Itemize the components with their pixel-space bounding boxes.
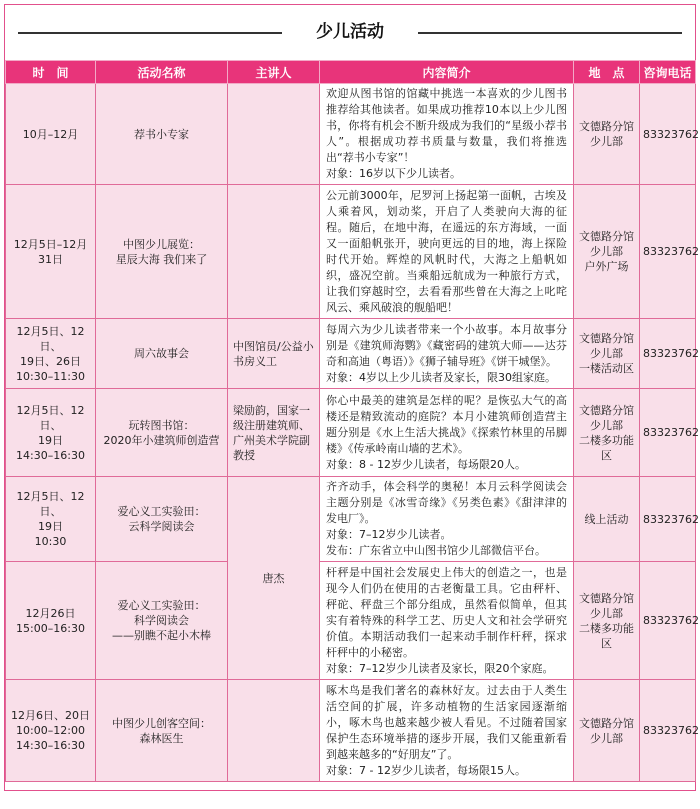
content-text: 齐齐动手，体会科学的奥秘！本月云科学阅读会主题分别是《冰雪奇缘》《另类色素》《甜津津的发电厂》。	[326, 480, 567, 525]
time-line: 19日	[38, 520, 63, 533]
name-line: 周六故事会	[134, 347, 189, 360]
header-phone: 咨询电话	[640, 61, 696, 84]
location-line: 文德路分馆	[579, 230, 634, 243]
time-line: 14:30–16:30	[16, 739, 85, 752]
time-line: 12月5日、12日、	[16, 324, 85, 353]
name-line: 云科学阅读会	[128, 520, 195, 533]
time-cell	[6, 477, 96, 562]
location-line: 文德路分馆	[579, 403, 634, 417]
time-line: 15:00–16:30	[16, 621, 85, 635]
speaker-cell: 唐杰	[228, 477, 320, 680]
header-row	[6, 61, 696, 84]
content-cell	[320, 680, 574, 782]
audience-text: 对象：4岁以上少儿读者及家长，限30组家庭。	[326, 370, 556, 384]
table-row	[6, 185, 696, 319]
name-cell	[96, 389, 228, 477]
audience-text: 对象：7–12岁少儿读者。	[326, 528, 452, 541]
name-line: 玩转图书馆：	[128, 418, 195, 432]
location-line: 少儿部	[590, 606, 623, 620]
content-text: 每周六为少儿读者带来一个小故事。本月故事分别是《建筑师海鹦》《藏密码的建筑大师——达芬奇和高迪（粤语）》《狮子辅导班》《饼干城堡》。	[326, 322, 567, 368]
content-cell	[320, 319, 574, 389]
activity-table	[5, 60, 699, 782]
name-line: 2020年小建筑师创造营	[103, 433, 220, 447]
title-bar	[4, 4, 696, 60]
table-row	[6, 562, 696, 680]
publish-text: 发布：广东省立中山图书馆少儿部微信平台。	[326, 544, 546, 557]
name-line: 科学阅读会	[134, 614, 189, 627]
time-line: 19日、26日	[20, 354, 81, 368]
location-line: 少儿部	[590, 245, 623, 258]
location-line: 文德路分馆	[579, 332, 634, 345]
time-line: 14:30–16:30	[16, 448, 85, 462]
location-line: 一楼活动区	[579, 362, 634, 375]
time-line: 19日	[38, 433, 63, 447]
content-text: 公元前3000年，尼罗河上扬起第一面帆，古埃及人乘着风，划动桨，开启了人类驶向大海的征程。随后，在地中海，在遥远的东方海域，一面又一面船帆张开，驶向更远的目的地，海上探险时代开始。辉煌的风帆时代，大海之上船帆如织，盛况空前。当乘船远航成为一种旅行方式，让我们穿越时空，去看看那些曾在大海之上叱咤风云、乘风破浪的舰船吧！	[326, 188, 567, 314]
page-title: 少儿活动	[316, 22, 384, 42]
location-cell	[574, 319, 640, 389]
speaker-cell	[228, 680, 320, 782]
location-line: 二楼多功能区	[579, 621, 634, 650]
location-line: 二楼多功能区	[579, 433, 634, 462]
header-speaker: 主讲人	[228, 61, 320, 84]
header-time: 时 间	[6, 61, 96, 84]
location-line: 少儿部	[590, 418, 623, 432]
phone-cell: 83323762	[640, 185, 696, 319]
audience-text: 对象：8 - 12岁少儿读者，每场限20人。	[326, 457, 526, 471]
content-cell	[320, 477, 574, 562]
phone-cell: 83323762	[640, 389, 696, 477]
content-cell	[320, 389, 574, 477]
name-cell	[96, 319, 228, 389]
name-cell	[96, 680, 228, 782]
name-line: 星辰大海 我们来了	[115, 252, 208, 266]
location-line: 线上活动	[584, 512, 629, 526]
name-line: 中图少儿展览：	[123, 237, 200, 251]
phone-cell: 83323762	[640, 477, 696, 562]
table-row	[6, 680, 696, 782]
location-cell	[574, 389, 640, 477]
time-line: 12月6日、20日	[11, 709, 90, 722]
location-cell	[574, 562, 640, 680]
audience-text: 对象：7 - 12岁少儿读者，每场限15人。	[326, 763, 526, 777]
location-cell	[574, 185, 640, 319]
speaker-cell	[228, 185, 320, 319]
location-line: 文德路分馆	[579, 716, 634, 730]
time-line: 12月5日–12月31日	[13, 237, 88, 266]
location-line: 文德路分馆	[579, 120, 634, 133]
content-cell	[320, 185, 574, 319]
phone-cell: 83323762	[640, 680, 696, 782]
name-line: 荐书小专家	[134, 127, 189, 141]
name-line: 爱心义工实验田：	[117, 505, 206, 518]
time-cell	[6, 319, 96, 389]
table-row	[6, 319, 696, 389]
phone-cell: 83323762	[640, 562, 696, 680]
location-cell	[574, 84, 640, 185]
name-line: 爱心义工实验田：	[117, 599, 206, 612]
header-content: 内容简介	[320, 61, 574, 84]
time-line: 10月–12月	[22, 127, 79, 141]
table-row	[6, 389, 696, 477]
name-cell	[96, 185, 228, 319]
location-line: 户外广场	[584, 260, 629, 273]
content-text: 欢迎从图书馆的馆藏中挑选一本喜欢的少儿图书推荐给其他读者。如果成功推荐10本以上少儿图书，你将有机会不断升级成为我们的“星级小荐书人”。根据成功荐书质量与数量，我们将推选出“荐书小专家”！	[326, 87, 567, 164]
location-line: 文德路分馆	[579, 591, 634, 605]
speaker-cell: 梁励韵，国家一级注册建筑师、广州美术学院副教授	[228, 389, 320, 477]
location-line: 少儿部	[590, 731, 623, 745]
phone-cell: 83323762	[640, 319, 696, 389]
name-line: 中图少儿创客空间：	[112, 716, 211, 730]
time-cell	[6, 389, 96, 477]
time-cell	[6, 84, 96, 185]
title-rule-right	[418, 32, 682, 34]
name-line: 森林医生	[139, 731, 184, 745]
location-line: 少儿部	[590, 347, 623, 360]
name-line: ——别瞧不起小木棒	[112, 629, 211, 642]
content-cell	[320, 84, 574, 185]
speaker-cell: 中图馆员/公益小书房义工	[228, 319, 320, 389]
time-cell	[6, 185, 96, 319]
audience-text: 对象：7–12岁少儿读者及家长，限20个家庭。	[326, 661, 554, 675]
content-cell	[320, 562, 574, 680]
location-cell	[574, 680, 640, 782]
time-line: 12月5日、12日、	[16, 403, 85, 432]
time-cell	[6, 680, 96, 782]
header-name: 活动名称	[96, 61, 228, 84]
content-text: 啄木鸟是我们著名的森林好友。过去由于人类生活空间的扩展，许多动植物的生活家园逐渐缩小，啄木鸟也越来越少被人看见。不过随着国家保护生态环境举措的逐步开展，我们又能重新看到越来越多的“好朋友”了。	[326, 683, 567, 761]
name-cell	[96, 477, 228, 562]
location-line: 少儿部	[590, 135, 623, 148]
audience-text: 对象：16岁以下少儿读者。	[326, 167, 461, 180]
time-line: 10:30	[34, 535, 67, 548]
header-location: 地 点	[574, 61, 640, 84]
content-text: 你心中最美的建筑是怎样的呢？是恢弘大气的高楼还是精致流动的庭院？本月小建筑师创造营主题分别是《水上生活大挑战》《探索竹林里的吊脚楼》《传承岭南山墙的艺术》。	[326, 393, 567, 455]
table-row	[6, 477, 696, 562]
time-cell	[6, 562, 96, 680]
location-cell	[574, 477, 640, 562]
name-cell	[96, 562, 228, 680]
time-line: 10:30–11:30	[16, 369, 85, 383]
name-cell	[96, 84, 228, 185]
time-line: 12月5日、12日、	[16, 490, 85, 518]
time-line: 12月26日	[25, 606, 76, 620]
phone-cell: 83323762	[640, 84, 696, 185]
speaker-cell	[228, 84, 320, 185]
table-row	[6, 84, 696, 185]
content-text: 杆秤是中国社会发展史上伟大的创造之一，也是现今人们仍在使用的古老衡量工具。它由秤杆、秤砣、秤盘三个部分组成，虽然看似简单，但其实有着特殊的科学工艺、历史人文和社会学研究价值。本期活动我们一起来动手制作杆秤，探求杆秤中的小秘密。	[326, 565, 567, 659]
time-line: 10:00–12:00	[16, 724, 85, 737]
